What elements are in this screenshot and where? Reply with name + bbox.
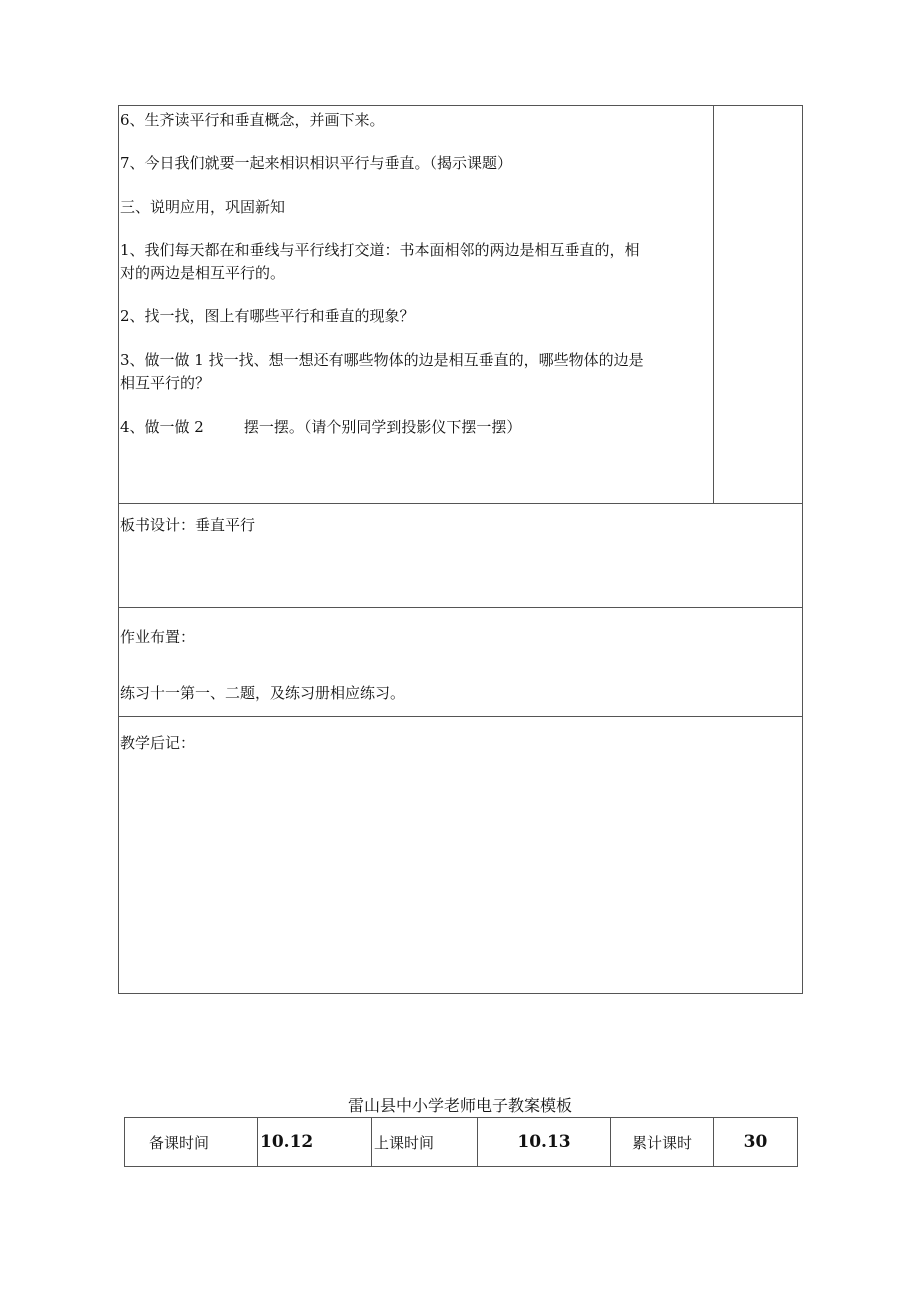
item-1-line-2: 对的两边是相互平行的。	[120, 264, 286, 282]
teaching-steps-cell	[119, 106, 714, 503]
notes-cell	[714, 106, 802, 503]
board-design-label: 板书设计：垂直平行	[120, 516, 256, 534]
template-title: 雷山县中小学老师电子教案模板	[347, 1096, 572, 1115]
prep-time-value: 10.12	[258, 1118, 372, 1166]
lesson-plan-table	[118, 105, 803, 994]
total-hours-value: 30	[743, 1132, 768, 1152]
board-design-section	[119, 504, 802, 608]
item-4	[120, 416, 521, 438]
class-time-label: 上课时间	[372, 1118, 478, 1166]
class-time-value: 10.13	[478, 1118, 611, 1166]
step-6: 6、生齐读平行和垂直概念，并画下来。	[120, 111, 385, 129]
item-4-prefix: 4、做一做 2	[120, 418, 204, 436]
teaching-process-section	[119, 106, 802, 504]
homework-content: 练习十一第一、二题，及练习册相应练习。	[120, 684, 406, 702]
item-3-line-2: 相互平行的？	[120, 374, 211, 392]
item-4-text: 摆一摆。（请个别同学到投影仪下摆一摆）	[243, 418, 522, 436]
reflection-section	[119, 717, 802, 993]
homework-section	[119, 608, 802, 717]
item-2: 2、找一找，图上有哪些平行和垂直的现象？	[120, 307, 415, 325]
section-3-title: 三、说明应用，巩固新知	[120, 198, 286, 216]
homework-label: 作业布置：	[120, 628, 196, 646]
prep-time-label: 备课时间	[125, 1118, 258, 1166]
item-3-line-1: 3、做一做 1 找一找、想一想还有哪些物体的边是相互垂直的，哪些物体的边是	[120, 351, 644, 369]
total-hours-label: 累计课时	[611, 1118, 714, 1166]
item-1-line-1: 1、我们每天都在和垂线与平行线打交道：书本面相邻的两边是相互垂直的，相	[120, 241, 640, 259]
step-7: 7、今日我们就要一起来相识相识平行与垂直。（揭示课题）	[120, 154, 513, 172]
reflection-label: 教学后记：	[120, 734, 196, 752]
lesson-info-table	[124, 1117, 798, 1167]
